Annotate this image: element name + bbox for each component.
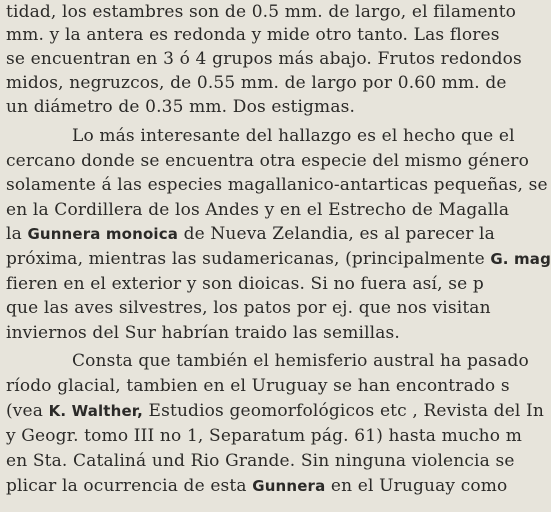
text-line: solamente á las especies magallanico-antarticas pequeñas, se <box>6 175 548 195</box>
author-name-bold: K. Walther, <box>48 402 143 420</box>
text-line: midos, negruzcos, de 0.55 mm. de largo por 0.60 mm. de <box>6 73 507 93</box>
text-run: (vea <box>6 401 49 421</box>
text-line: inviernos del Sur habrían traido las semillas. <box>6 323 400 343</box>
text-run: la <box>6 224 28 244</box>
species-name-bold: Gunnera monoica <box>27 225 179 243</box>
text-line: que las aves silvestres, los patos por ej. que nos visitan <box>6 298 491 318</box>
text-line: fieren en el exterior y son dioicas. Si no fuera así, se p <box>6 274 484 294</box>
text-line: mm. y la antera es redonda y mide otro tanto. Las flores <box>6 25 500 45</box>
text-run: próxima, mientras las sudamericanas, (principalmente <box>6 249 491 269</box>
text-line: se encuentran en 3 ó 4 grupos más abajo. Frutos redondos <box>6 49 522 69</box>
text-line <box>6 223 495 245</box>
text-line: en la Cordillera de los Andes y en el Estrecho de Magalla <box>6 200 510 220</box>
text-run: plicar la ocurrencia de esta <box>6 476 253 496</box>
text-line <box>6 400 544 422</box>
text-run: en el Uruguay como <box>325 476 508 496</box>
text-line: cercano donde se encuentra otra especie del mismo género <box>6 151 529 171</box>
text-line: y Geogr. tomo III no 1, Separatum pág. 61) hasta mucho m <box>6 426 522 446</box>
text-line: en Sta. Cataliná und Rio Grande. Sin ninguna violencia se <box>6 451 515 471</box>
text-line: tidad, los estambres son de 0.5 mm. de largo, el filamento <box>6 2 517 22</box>
text-line: Consta que también el hemisferio austral ha pasado <box>72 351 529 371</box>
text-line <box>6 248 551 270</box>
text-line: un diámetro de 0.35 mm. Dos estigmas. <box>6 97 356 117</box>
species-name-bold: Gunnera <box>252 477 326 495</box>
text-run: de Nueva Zelandia, es al parecer la <box>178 224 495 244</box>
text-line: ríodo glacial, tambien en el Uruguay se han encontrado s <box>6 376 510 396</box>
text-line <box>6 475 507 497</box>
text-run: Estudios geomorfológicos etc , Revista del In <box>142 401 545 421</box>
species-name-bold: G. mag <box>490 250 551 268</box>
text-line: Lo más interesante del hallazgo es el hecho que el <box>72 126 515 146</box>
